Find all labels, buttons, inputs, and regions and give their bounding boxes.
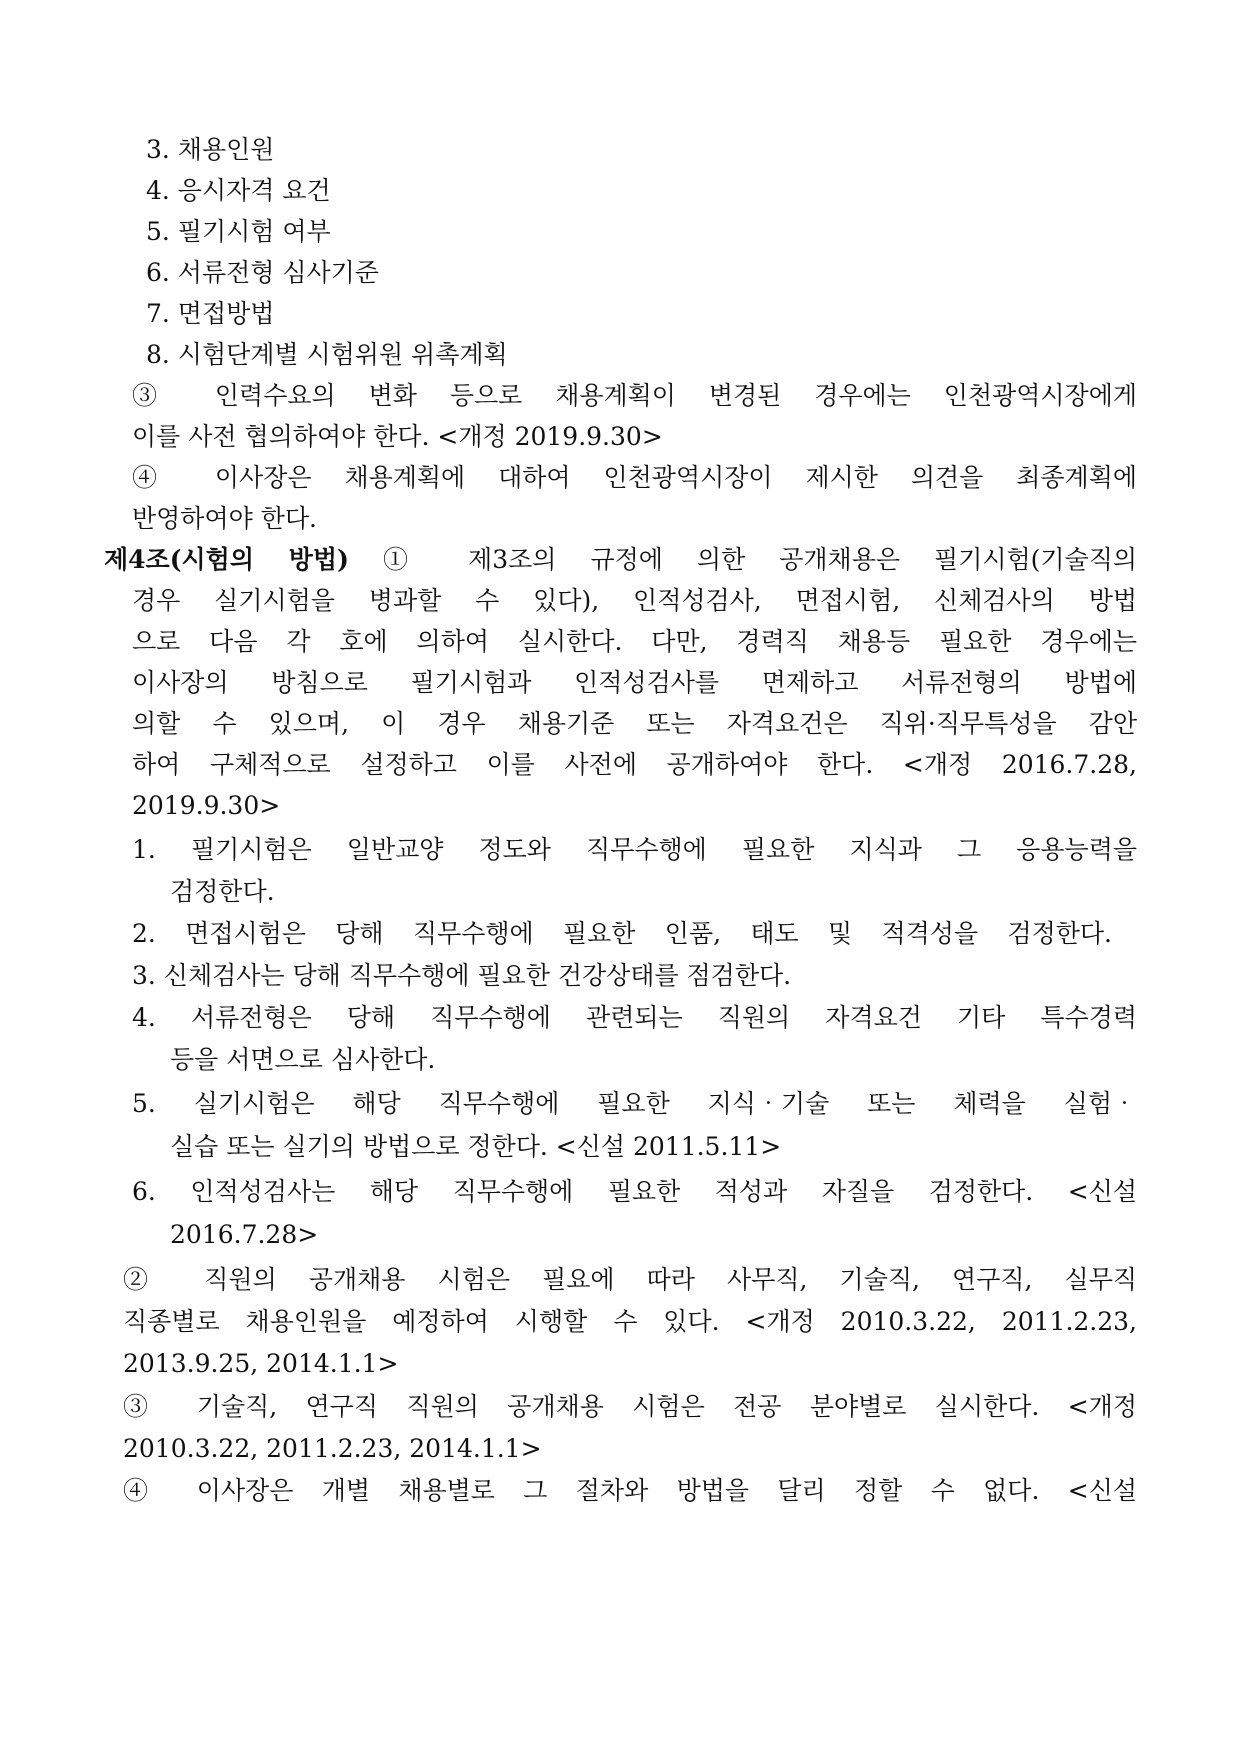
paragraph-line: ① 제3조의 규정에 의한 공개채용은 필기시험(기술직의 xyxy=(348,545,1137,574)
list-item: 6. 서류전형 심사기준 xyxy=(146,258,379,287)
paragraph-line: 2010.3.22, 2011.2.23, 2014.1.1> xyxy=(123,1434,542,1463)
paragraph-line: 하여 구체적으로 설정하고 이를 사전에 공개하여야 한다. <개정 2016.7.28, xyxy=(132,750,1137,779)
article-heading-line xyxy=(104,540,1137,580)
paragraph-line: 2013.9.25, 2014.1.1> xyxy=(123,1349,399,1378)
list-item: 3. 신체검사는 당해 직무수행에 필요한 건강상태를 점검한다. xyxy=(132,961,792,990)
article-title: 제4조(시험의 방법) xyxy=(104,545,349,574)
paragraph-line: ④ 이사장은 개별 채용별로 그 절차와 방법을 달리 정할 수 없다. <신설 xyxy=(123,1476,1137,1505)
paragraph-line: 이를 사전 협의하여야 한다. <개정 2019.9.30> xyxy=(132,422,663,451)
list-item-continuation: 검정한다. xyxy=(170,877,275,906)
list-item: 6. 인적성검사는 해당 직무수행에 필요한 적성과 자질을 검정한다. <신설 xyxy=(132,1177,1137,1206)
paragraph-line: 이사장의 방침으로 필기시험과 인적성검사를 면제하고 서류전형의 방법에 xyxy=(132,668,1137,697)
paragraph-line: ③ 기술직, 연구직 직원의 공개채용 시험은 전공 분야별로 실시한다. <개정 xyxy=(123,1392,1137,1421)
list-item: 4. 서류전형은 당해 직무수행에 관련되는 직원의 자격요건 기타 특수경력 xyxy=(132,1003,1137,1032)
list-item: 3. 채용인원 xyxy=(146,135,275,164)
list-item: 2. 면접시험은 당해 직무수행에 필요한 인품, 태도 및 적격성을 검정한다. xyxy=(132,919,1112,948)
list-item: 1. 필기시험은 일반교양 정도와 직무수행에 필요한 지식과 그 응용능력을 xyxy=(132,835,1137,864)
paragraph-line: 경우 실기시험을 병과할 수 있다), 인적성검사, 면접시험, 신체검사의 방법 xyxy=(132,586,1137,615)
paragraph-line: 직종별로 채용인원을 예정하여 시행할 수 있다. <개정 2010.3.22, 2011.2.23, xyxy=(123,1307,1137,1336)
list-item: 5. 실기시험은 해당 직무수행에 필요한 지식‧기술 또는 체력을 실험‧ xyxy=(132,1089,1137,1118)
list-item: 5. 필기시험 여부 xyxy=(146,217,331,246)
paragraph-line: 의할 수 있으며, 이 경우 채용기준 또는 자격요건은 직위·직무특성을 감안 xyxy=(132,709,1137,738)
paragraph-line: 반영하여야 한다. xyxy=(132,504,317,533)
list-item-continuation: 2016.7.28> xyxy=(170,1220,319,1249)
paragraph-line: ② 직원의 공개채용 시험은 필요에 따라 사무직, 기술직, 연구직, 실무직 xyxy=(123,1265,1137,1294)
paragraph-line: ③ 인력수요의 변화 등으로 채용계획이 변경된 경우에는 인천광역시장에게 xyxy=(132,381,1137,410)
list-item-continuation: 등을 서면으로 심사한다. xyxy=(170,1045,436,1074)
list-item: 8. 시험단계별 시험위원 위촉계획 xyxy=(146,340,508,369)
list-item: 7. 면접방법 xyxy=(146,299,275,328)
list-item: 4. 응시자격 요건 xyxy=(146,176,331,205)
paragraph-line: ④ 이사장은 채용계획에 대하여 인천광역시장이 제시한 의견을 최종계획에 xyxy=(132,463,1137,492)
paragraph-line: 으로 다음 각 호에 의하여 실시한다. 다만, 경력직 채용등 필요한 경우에는 xyxy=(132,627,1137,656)
list-item-continuation: 실습 또는 실기의 방법으로 정한다. <신설 2011.5.11> xyxy=(170,1132,782,1161)
paragraph-line: 2019.9.30> xyxy=(132,791,281,820)
